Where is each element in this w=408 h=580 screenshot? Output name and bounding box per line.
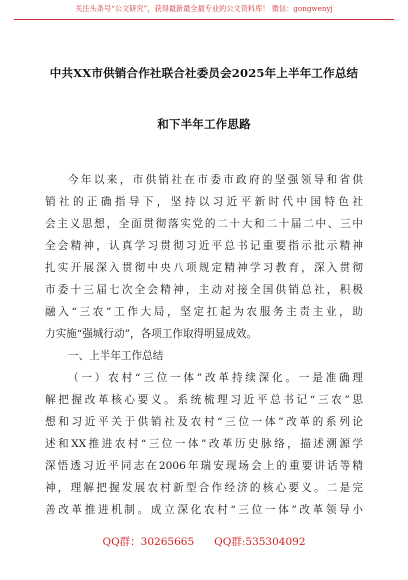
body-line: 深悟透习近平同志在2006年瑞安现场会上的重要讲话等精 xyxy=(45,460,363,472)
body-line: 神，理解把握发展农村新型合作经济的核心要义。二是完 xyxy=(45,482,363,494)
section-heading: 一、上半年工作总结 xyxy=(68,350,164,362)
body-line: 述和XX推进农村“三位一体”改革历史脉络，描述溯源学 xyxy=(45,438,363,450)
document-title-line-1: 中共XX市供销合作社联合社委员会2025年上半年工作总结 xyxy=(49,66,359,80)
header-divider xyxy=(14,19,394,20)
document-title-line-2: 和下半年工作思路 xyxy=(157,117,251,131)
body-line: 善改革推进机制。成立深化农村“三位一体”改革领导小 xyxy=(45,504,363,516)
body-line: （一）农村“三位一体”改革持续深化。一是准确理 xyxy=(68,372,363,384)
footer-contact xyxy=(0,535,408,549)
header-banner: 关注头条号“公文研究”，获得最新最全最专业的公文资料库！ 微信：gongwenyj xyxy=(75,4,333,13)
body-line: 想和习近平关于供销社及农村“三位一体”改革的系列论 xyxy=(45,416,363,428)
body-line: 销社的正确指导下，坚持以习近平新时代中国特色社 xyxy=(45,196,363,208)
body-line: 解把握改革核心要义。系统梳理习近平总书记“三农”思 xyxy=(45,394,363,406)
footer-qq-group-1: QQ群：30265665 xyxy=(102,536,195,548)
footer-qq-group-2: QQ群:535304092 xyxy=(214,536,306,548)
body-line: 今年以来，市供销社在市委市政府的坚强领导和省供 xyxy=(68,174,363,186)
body-line: 全会精神，认真学习贯彻习近平总书记重要指示批示精神 xyxy=(45,240,363,252)
body-line: 融入“三农”工作大局，坚定扛起为农服务主责主业，助 xyxy=(45,306,363,318)
body-line: 扎实开展深入贯彻中央八项规定精神学习教育，深入贯彻 xyxy=(45,262,363,274)
body-line: 市委十三届七次全会精神，主动对接全国供销总社，积极 xyxy=(45,284,363,296)
body-line: 力实施“强城行动”，各项工作取得明显成效。 xyxy=(45,328,258,340)
body-line: 会主义思想，全面贯彻落实党的二十大和二十届二中、三中 xyxy=(45,218,363,230)
